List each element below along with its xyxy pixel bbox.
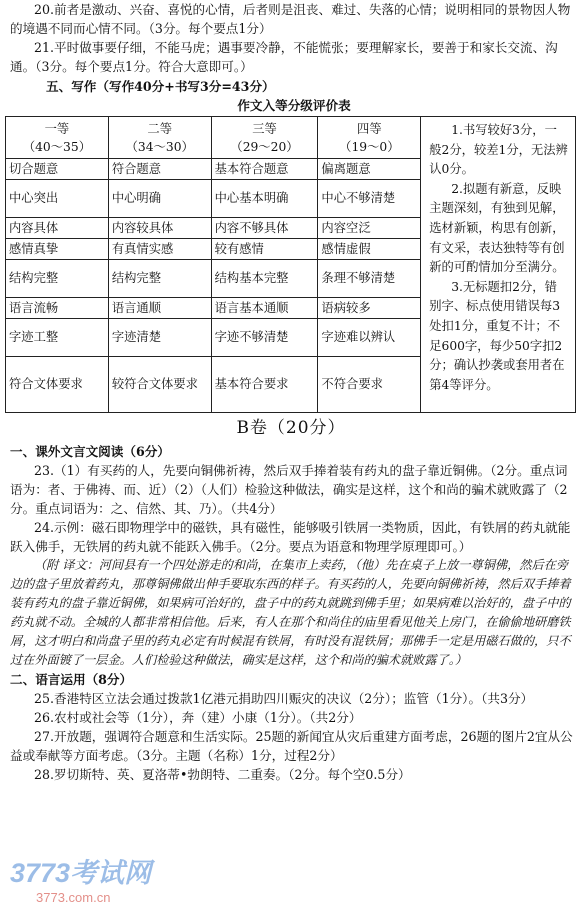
translation-note: （附 译文：河间县有一个四处游走的和尚，在集市上卖药，（他）先在桌子上放一尊铜佛，然后在旁边的盘子里放着药丸，那尊铜佛做出伸手要取东西的样子。有买药的人，先要向铜佛祈祷，然后双手捧着装有药丸的盘子靠近铜佛，如果病可治好的，盘子中的药丸就跳到佛手里；如果病难以治好的，盘子中的药丸就不动。全城的人都非常相信他。后来，有人在那个和尚住的庙里看见他关上房门，在偷偷地研磨铁屑，这才明白和尚盘子里的药丸必定有时候混有铁屑，有时没有混铁屑；那佛手一定是用磁石做的，只不过在外面镀了一层金。人们检验这种做法，确实是这样，这个和尚的骗术就败露了。） (10, 558, 571, 667)
table-cell: 感情真挚 (6, 239, 109, 260)
table-cell: 字迹难以辨认 (318, 319, 421, 357)
table-cell: 结构基本完整 (211, 260, 318, 298)
table-cell: 内容较具体 (108, 218, 211, 239)
table-cell: 感情虚假 (318, 239, 421, 260)
watermark-big: 3773考试网 (10, 858, 152, 888)
table-cell: 中心不够清楚 (318, 180, 421, 218)
answer-q25: 25.香港特区立法会通过拨款1亿港元捐助四川赈灾的决议（2分）；监管（1分）。（共3分） (34, 691, 534, 706)
section-classical-reading: 一、课外文言文阅读（6分） (10, 444, 170, 459)
table-cell: 符合题意 (108, 159, 211, 180)
scoring-notes (421, 117, 576, 413)
grade-3-header: 三等 （29～20） (211, 117, 318, 159)
table-cell: 基本符合题意 (211, 159, 318, 180)
table-cell: 内容空泛 (318, 218, 421, 239)
note-1: 1.书写较好3分，一般2分，较差1分，无法辨认0分。 (429, 123, 568, 177)
site-watermark-logo (6, 852, 166, 912)
answer-q20: 20.前者是激动、兴奋、喜悦的心情，后者则是沮丧、难过、失落的心情；说明相同的景物因人物的境遇不同而心情不同。（3分。每个要点1分） (10, 2, 571, 36)
grade-header-row (6, 117, 576, 159)
table-cell: 不符合要求 (318, 357, 421, 413)
watermark-small: 3773.com.cn (36, 890, 111, 905)
answer-q24: 24.示例：磁石即物理学中的磁铁，具有磁性，能够吸引铁屑一类物质，因此，有铁屑的药丸就能跃入佛手，无铁屑的药丸就不能跃入佛手。（2分。要点为语意和物理学原理即可。） (10, 520, 571, 554)
table-cell: 偏离题意 (318, 159, 421, 180)
note-3: 3.无标题扣2分，错别字、标点使用错误每3处扣1分，重复不计；不足600字，每少50字扣2分；确认抄袭或套用者在第4等评分。 (429, 279, 565, 392)
table-cell: 语病较多 (318, 298, 421, 319)
answer-q26: 26.农村或社会等（1分），奔（建）小康（1分）。（共2分） (34, 710, 362, 725)
note-2: 2.拟题有新意，反映主题深刻，有独到见解，选材新颖，构思有创新，有文采，表达独特等有创新的可酌情加分至满分。 (429, 181, 565, 275)
table-cell: 较有感情 (211, 239, 318, 260)
table-cell: 符合文体要求 (6, 357, 109, 413)
grade-1-header: 一等 （40～35） (6, 117, 109, 159)
table-cell: 语言基本通顺 (211, 298, 318, 319)
answer-q27: 27.开放题，强调符合题意和生活实际。25题的新闻宜从灾后重建方面考虑，26题的图片2宜从公益或奉献等方面考虑。（3分。主题（名称）1分，过程2分） (10, 729, 573, 763)
table-cell: 较符合文体要求 (108, 357, 211, 413)
grade-4-header: 四等 （19～0） (318, 117, 421, 159)
table-cell: 字迹不够清楚 (211, 319, 318, 357)
table-cell: 中心基本明确 (211, 180, 318, 218)
table-cell: 中心明确 (108, 180, 211, 218)
table-cell: 基本符合要求 (211, 357, 318, 413)
table-cell: 结构完整 (108, 260, 211, 298)
table-cell: 内容不够具体 (211, 218, 318, 239)
table-cell: 结构完整 (6, 260, 109, 298)
table-title: 作文入等分级评价表 (237, 98, 351, 113)
grading-table (5, 116, 576, 413)
table-cell: 字迹工整 (6, 319, 109, 357)
answer-q21: 21.平时做事要仔细，不能马虎；遇事要冷静，不能慌张；要理解家长，要善于和家长交流、沟通。（3分。每个要点1分。符合大意即可。） (10, 40, 558, 74)
table-cell: 条理不够清楚 (318, 260, 421, 298)
table-cell: 中心突出 (6, 180, 109, 218)
answer-q28: 28.罗切斯特、英、夏洛蒂•勃朗特、二重奏。（2分。每个空0.5分） (34, 767, 411, 782)
table-cell: 有真情实感 (108, 239, 211, 260)
grade-2-header: 二等 （34～30） (108, 117, 211, 159)
section-language-use: 二、语言运用（8分） (10, 672, 133, 687)
table-cell: 字迹清楚 (108, 319, 211, 357)
part-b-title: B卷（20分） (236, 418, 346, 438)
writing-heading: 五、写作（写作40分+书写3分=43分） (46, 79, 275, 94)
table-cell: 语言流畅 (6, 298, 109, 319)
answer-q23: 23.（1）有买药的人，先要向铜佛祈祷，然后双手捧着装有药丸的盘子靠近铜佛。（2分。重点词语为：者、于佛祷、而、近）（2）（人们）检验这种做法，确实是这样，这个和尚的骗术就败露了（2分。重点词语为：之、信然、其、乃）。（共4分） (10, 463, 568, 516)
table-cell: 语言通顺 (108, 298, 211, 319)
table-cell: 内容具体 (6, 218, 109, 239)
table-cell: 切合题意 (6, 159, 109, 180)
